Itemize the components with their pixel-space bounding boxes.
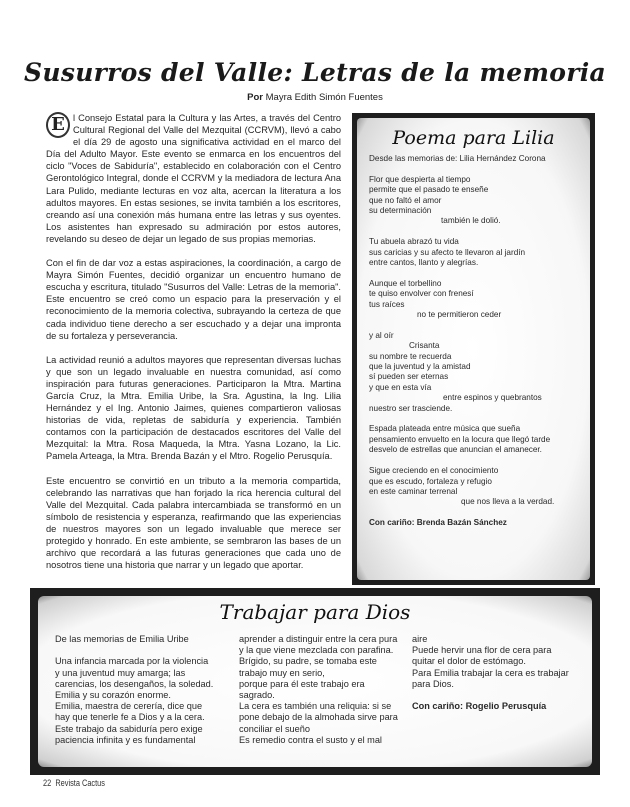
poem-line: permite que el pasado te enseñe — [369, 185, 489, 195]
poem-line: sí pueden ser eternas — [369, 372, 449, 382]
poem-line: pensamiento envuelto en la locura que llegó tarde — [369, 434, 551, 444]
poem-line: no te permitieron ceder — [417, 310, 502, 320]
work-line: porque para él este trabajo era — [239, 678, 365, 689]
poem-signature: Con cariño: Brenda Bazán Sánchez — [369, 517, 507, 527]
poem-line: sus caricias y su afecto te llevaron al jardín — [369, 247, 526, 257]
work-line: Este trabajo da sabiduría pero exige — [55, 723, 203, 734]
poem-line: y que en esta vía — [369, 382, 432, 392]
poem-line: te quiso envolver con frenesí — [369, 289, 474, 299]
page-footer — [43, 778, 105, 788]
byline — [0, 92, 630, 103]
work-box — [30, 588, 600, 775]
poem-line — [369, 414, 578, 424]
poem-line: también le dolió. — [441, 216, 501, 226]
decorative-dropcap: E — [46, 112, 70, 138]
blank-line — [412, 690, 587, 701]
article-body — [46, 112, 341, 583]
poem-line: desvelo de estrellas que anuncian el amanecer. — [369, 445, 542, 455]
poem-line: Tu abuela abrazó tu vida — [369, 237, 459, 247]
work-paper — [38, 596, 592, 767]
poem-line: Crisanta — [409, 341, 440, 351]
poem-line: Espada plateada entre música que sueña — [369, 424, 521, 434]
work-line: Es remedio contra el susto y el mal — [239, 734, 382, 745]
work-line: Brígido, su padre, se tomaba este — [239, 656, 377, 667]
poem-line: que no faltó el amor — [369, 195, 442, 205]
article-paragraph: Este encuentro se convirtió en un tributo a la memoria compartida, celebrando las narrativas que han forjado la rica herencia cultural del Valle del Mezquital. Cada palabra intercambiada se transformó en un símbolo de resistencia y esperanza, reafirmando que las experiencias de nuestros mayores son un legado invaluable que merece ser protegido y honrado. En este ambiente, se sembraron las bases de un archivo que recordará a las futuras generaciones que cada uno de nosotros tiene una historia que narrar y un legado que aportar. — [46, 475, 341, 571]
poem-line: nuestro ser trasciende. — [369, 403, 453, 413]
byline-author: Mayra Edith Simón Fuentes — [265, 92, 383, 103]
work-line: para Dios. — [412, 678, 454, 689]
work-line: Una infancia marcada por la violencia — [55, 656, 209, 667]
work-line: hay que tenerle fe a Dios y a la cera. — [55, 712, 205, 723]
work-column-3 — [412, 634, 587, 712]
work-line: trabajo muy en serio, — [239, 667, 325, 678]
poem-line: Aunque el torbellino — [369, 278, 442, 288]
poem-title: Poema para Lilia — [392, 127, 555, 149]
work-line: Para Emilia trabajar la cera es trabajar — [412, 667, 569, 678]
work-line: aprender a distinguir entre la cera pura — [239, 634, 398, 644]
work-line: paciencia infinita y es fundamental — [55, 734, 196, 745]
poem-line — [369, 456, 578, 466]
poem-line: su determinación — [369, 206, 432, 216]
poem-line — [369, 320, 578, 330]
work-line: quitar el dolor de estómago. — [412, 656, 526, 667]
work-line: De las memorias de Emilia Uribe — [55, 634, 189, 644]
poem-line: tus raíces — [369, 299, 405, 309]
work-line — [55, 645, 235, 656]
work-line: sagrado. — [239, 690, 275, 701]
publication-name: Revista Cactus — [55, 778, 105, 788]
poem-line: su nombre te recuerda — [369, 351, 452, 361]
poem-line: Flor que despierta al tiempo — [369, 174, 471, 184]
work-line: Puede hervir una flor de cera para — [412, 645, 552, 656]
article-paragraph — [46, 112, 341, 245]
poem-line: y al oír — [369, 330, 394, 340]
work-line: Emilia, maestra de cerería, dice que — [55, 701, 203, 712]
work-signature: Con cariño: Rogelio Perusquía — [412, 701, 547, 712]
work-line: pone debajo de la almohada sirve para — [239, 712, 398, 723]
poem-line: entre cantos, llanto y alegrías. — [369, 258, 479, 268]
poem-line — [369, 164, 578, 174]
poem-line: que la juventud y la amistad — [369, 362, 471, 372]
work-line: La cera es también una reliquia: si se — [239, 701, 392, 712]
article-paragraph: Con el fin de dar voz a estas aspiraciones, la coordinación, a cargo de Mayra Simón Fuentes, decidió organizar un encuentro humano de escucha y escritura, titulado "Susurros del Valle: Letras de la memoria". Este encuentro se creó como un espacio para la preservación y el reconocimiento de la memoria colectiva, subrayando la certeza de que cada individuo tiene derecho a ser escuchado y a dejar una impronta de su fortaleza y perseverancia. — [46, 258, 341, 341]
poem-line: Sigue creciendo en el conocimiento — [369, 466, 499, 476]
poem-line — [369, 227, 578, 237]
paragraph-text: l Consejo Estatal para la Cultura y las Artes, a través del Centro Cultural Regional del Valle del Mezquital (CCRVM), llevó a cabo el día 29 de agosto una significativa actividad en el marco del Día del Adulto Mayor. Este evento se enmarca en los encuentros del ciclo "Voces de Sabiduría", establecido en colaboración con el Centro Gerontológico Integral, donde el CCRVM y la mediadora de lectura Ana Lara Pulido, mediante lecturas en voz alta, acercan la literatura a los adultos mayores. En estas sesiones, se invita también a los escritores, creando así una conexión más humana entre las letras y sus oyentes. Los asistentes han expresado su admiración por estos autores, revelando su deseo de dejar un legado de sus propias memorias. — [46, 113, 341, 244]
work-title: Trabajar para Dios — [219, 600, 411, 624]
work-column-2 — [239, 634, 419, 746]
work-column-3-lines — [412, 634, 587, 690]
article-title: Susurros del Valle: Letras de la memoria — [23, 58, 607, 87]
poem-line — [369, 268, 578, 278]
work-line: carencias, los desengaños, la soledad. — [55, 678, 214, 689]
poem-line: en este caminar terrenal — [369, 486, 458, 496]
poem-line: que es escudo, fortaleza y refugio — [369, 476, 492, 486]
byline-prefix: Por — [247, 92, 263, 103]
poem-lines — [369, 154, 578, 508]
work-column-1 — [55, 634, 235, 746]
work-line: y la que viene mezclada con parafina. — [239, 645, 394, 656]
work-line: Emilia y su corazón enorme. — [55, 690, 171, 700]
work-line: conciliar el sueño — [239, 723, 310, 734]
poem-line: que nos lleva a la verdad. — [461, 497, 555, 507]
page-number: 22 — [43, 778, 52, 788]
poem-box — [352, 113, 595, 585]
article-paragraph: La actividad reunió a adultos mayores que representan diversas luchas y que son un legado invaluable en nuestra comunidad, así como inspiración para futuras generaciones. Participaron la Mtra. Martina García Cruz, la Mtra. Emilia Uribe, la Sra. Agustina, la Ing. Lilia Hernández y el Ing. Antonio Jaimes, quienes compartieron valiosas historias de vida, repletas de sabiduría y experiencia. También contamos con la participación de destacados escritores del Valle del Mezquital: la Mtra. Rosa Maqueda, la Mtra. Yasna Lozano, la Lic. Pamela Arteaga, la Mtra. Brenda Bazán y el Mtro. Rogelio Perusquía. — [46, 354, 341, 462]
work-line: aire — [412, 634, 428, 644]
work-line: y una juventud muy amarga; las — [55, 667, 186, 678]
poem-line: entre espinos y quebrantos — [443, 393, 542, 403]
poem-line: Desde las memorias de: Lilia Hernández Corona — [369, 154, 546, 163]
poem-paper — [357, 118, 590, 580]
